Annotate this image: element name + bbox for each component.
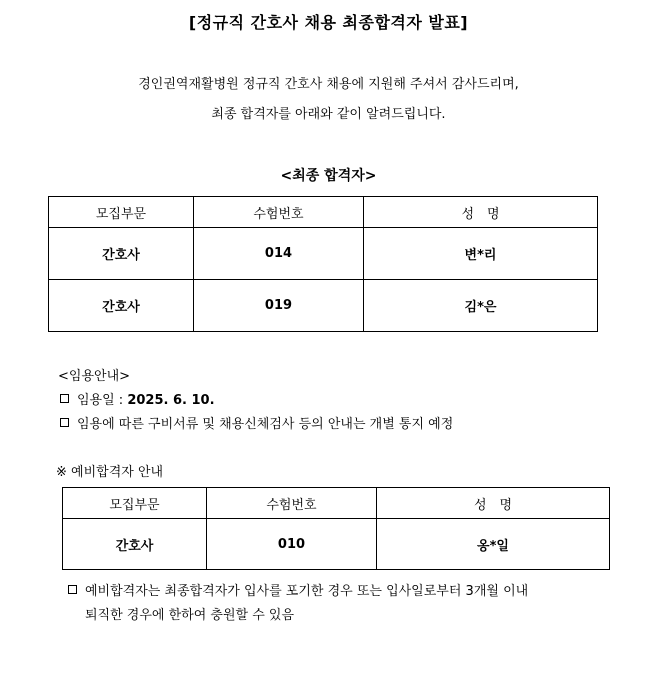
table-header-row [49,197,598,228]
reserve-note-text-1: 예비합격자는 최종합격자가 입사를 포기한 경우 또는 입사일로부터 3개월 이내 [85,584,529,599]
square-bullet-icon [60,394,69,403]
cell-dept: 간호사 [49,280,194,332]
header-exam-no: 수험번호 [194,197,364,228]
header-name: 성 명 [364,197,598,228]
table-row [63,519,610,570]
table-header-row [63,488,610,519]
reserve-note-line-1 [68,580,528,599]
header-dept: 모집부문 [63,488,207,519]
cell-name: 변*리 [364,228,598,280]
appointment-date-label: 임용일 : [77,393,128,408]
appointment-heading: <임용안내> [58,369,131,384]
final-heading: <최종 합격자> [280,168,377,184]
cell-dept: 간호사 [49,228,194,280]
cell-name: 김*은 [364,280,598,332]
table-row [49,228,598,280]
reserve-note-line-2: 퇴직한 경우에 한하여 충원할 수 있음 [85,608,295,623]
cell-name: 옹*일 [377,519,610,570]
page-title: [정규직 간호사 채용 최종합격자 발표] [188,13,469,32]
cell-exam-no: 010 [207,519,377,570]
intro-line-1: 경인권역재활병원 정규직 간호사 채용에 지원해 주셔서 감사드리며, [138,77,519,92]
cell-exam-no: 019 [194,280,364,332]
table-row [49,280,598,332]
header-exam-no: 수험번호 [207,488,377,519]
final-table [48,196,598,332]
appointment-notice-text: 임용에 따른 구비서류 및 채용신체검사 등의 안내는 개별 통지 예정 [77,417,454,432]
intro-line-2: 최종 합격자를 아래와 같이 알려드립니다. [211,107,446,122]
header-name: 성 명 [377,488,610,519]
appointment-date [60,389,215,408]
cell-exam-no: 014 [194,228,364,280]
reserve-table [62,487,610,570]
square-bullet-icon [60,418,69,427]
appointment-notice [60,413,453,432]
header-dept: 모집부문 [49,197,194,228]
square-bullet-icon [68,585,77,594]
appointment-date-value: 2025. 6. 10. [127,393,215,408]
reserve-heading: ※ 예비합격자 안내 [56,465,164,480]
cell-dept: 간호사 [63,519,207,570]
